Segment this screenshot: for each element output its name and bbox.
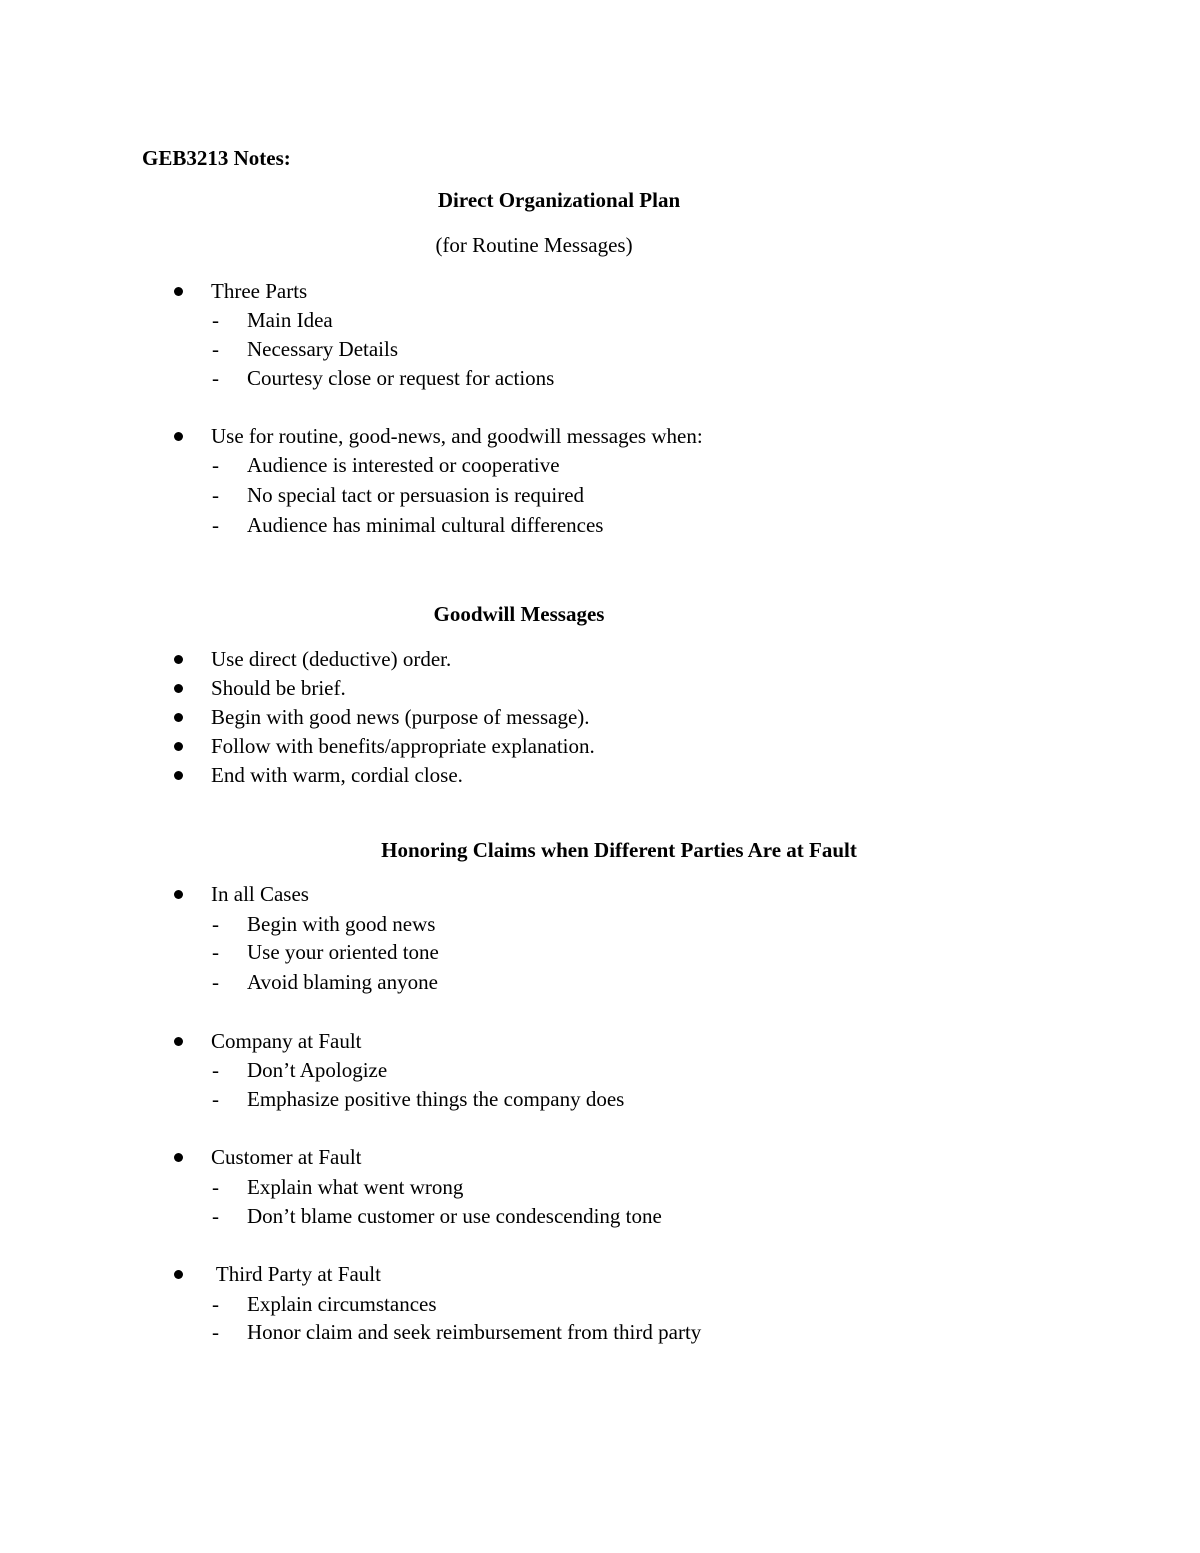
dash-icon: -	[212, 337, 219, 361]
sub-list-item-text: Don’t blame customer or use condescending tone	[247, 1204, 662, 1228]
bullet-icon	[174, 1037, 183, 1046]
list-item-text: Use for routine, good-news, and goodwill messages when:	[211, 424, 703, 448]
bullet-icon	[174, 890, 183, 899]
dash-icon: -	[212, 940, 219, 964]
document-title: GEB3213 Notes:	[142, 146, 291, 170]
sub-list-item-text: Don’t Apologize	[247, 1058, 388, 1082]
sub-list-item-text: Explain circumstances	[247, 1292, 437, 1316]
dash-icon: -	[212, 308, 219, 332]
section-heading-direct-plan: Direct Organizational Plan	[437, 188, 681, 212]
sub-list-item-text: No special tact or persuasion is required	[247, 483, 585, 507]
dash-icon: -	[212, 1204, 219, 1228]
sub-list-item-text: Emphasize positive things the company does	[247, 1087, 625, 1111]
dash-icon: -	[212, 912, 219, 936]
dash-icon: -	[212, 1292, 219, 1316]
list-item-text: Begin with good news (purpose of message).	[211, 705, 590, 729]
list-item-text: Customer at Fault	[211, 1145, 362, 1169]
sub-list-item-text: Main Idea	[247, 308, 333, 332]
sub-list-item-text: Audience has minimal cultural differences	[247, 513, 604, 537]
list-item-text: Follow with benefits/appropriate explanation.	[211, 734, 595, 758]
sub-list-item-text: Necessary Details	[247, 337, 399, 361]
bullet-icon	[174, 655, 183, 664]
bullet-icon	[174, 1153, 183, 1162]
bullet-icon	[174, 742, 183, 751]
sub-list-item-text: Courtesy close or request for actions	[247, 366, 555, 390]
sub-list-item-text: Begin with good news	[247, 912, 436, 936]
list-item-text: Three Parts	[211, 279, 308, 303]
dash-icon: -	[212, 483, 219, 507]
list-item-text: Should be brief.	[211, 676, 346, 700]
section-heading-honoring-claims: Honoring Claims when Different Parties Are at Fault	[381, 838, 857, 862]
dash-icon: -	[212, 453, 219, 477]
sub-list-item-text: Explain what went wrong	[247, 1175, 464, 1199]
list-item-text: End with warm, cordial close.	[211, 763, 463, 787]
section-heading-goodwill: Goodwill Messages	[433, 602, 605, 626]
list-item-text: Use direct (deductive) order.	[211, 647, 452, 671]
bullet-icon	[174, 684, 183, 693]
bullet-icon	[174, 432, 183, 441]
sub-list-item-text: Avoid blaming anyone	[247, 970, 438, 994]
dash-icon: -	[212, 1320, 219, 1344]
list-item-text: In all Cases	[211, 882, 309, 906]
dash-icon: -	[212, 970, 219, 994]
bullet-icon	[174, 771, 183, 780]
dash-icon: -	[212, 1058, 219, 1082]
bullet-icon	[174, 287, 183, 296]
list-item-text: Third Party at Fault	[211, 1262, 381, 1286]
section-subheading-routine: (for Routine Messages)	[435, 233, 633, 257]
sub-list-item-text: Audience is interested or cooperative	[247, 453, 560, 477]
dash-icon: -	[212, 1087, 219, 1111]
dash-icon: -	[212, 366, 219, 390]
bullet-icon	[174, 1270, 183, 1279]
bullet-icon	[174, 713, 183, 722]
sub-list-item-text: Use your oriented tone	[247, 940, 439, 964]
dash-icon: -	[212, 513, 219, 537]
sub-list-item-text: Honor claim and seek reimbursement from third party	[247, 1320, 702, 1344]
dash-icon: -	[212, 1175, 219, 1199]
list-item-text: Company at Fault	[211, 1029, 362, 1053]
